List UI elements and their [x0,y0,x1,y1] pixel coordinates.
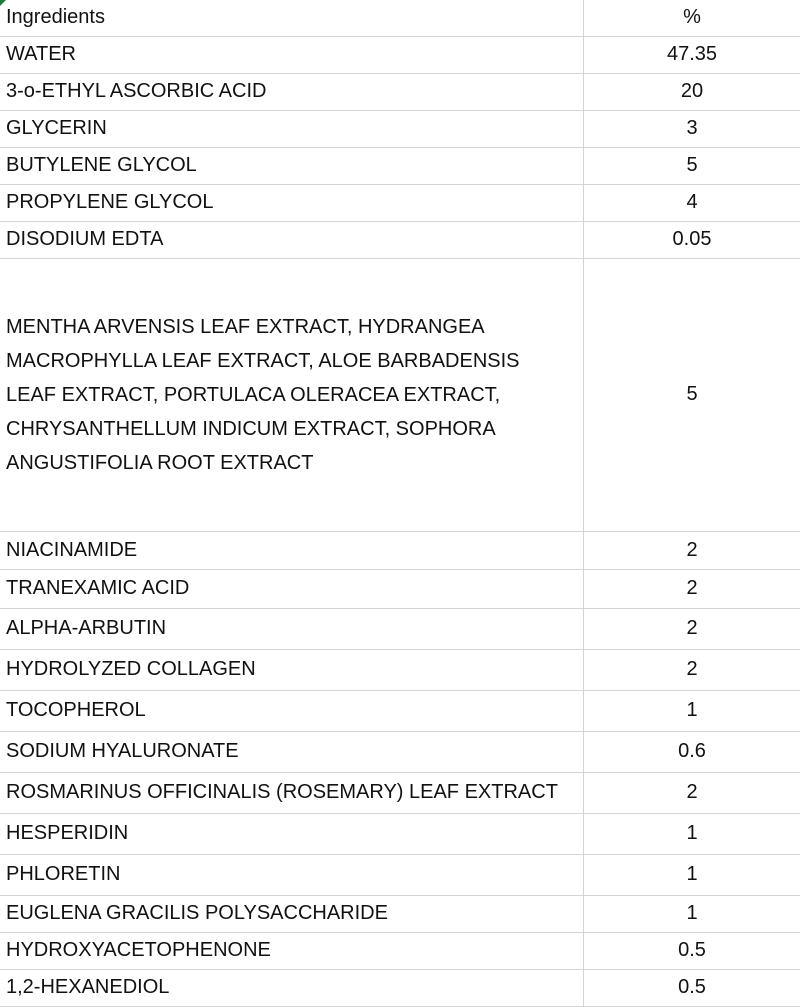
ingredient-cell[interactable]: ALPHA-ARBUTIN [0,608,584,649]
table-row [0,895,800,932]
table-row [0,969,800,1006]
percent-cell[interactable]: 1 [584,895,800,932]
ingredient-cell[interactable]: HYDROXYACETOPHENONE [0,932,584,969]
table-row [0,690,800,731]
ingredient-cell[interactable]: HESPERIDIN [0,813,584,854]
ingredient-cell[interactable]: GLYCERIN [0,110,584,147]
ingredient-cell[interactable]: EUGLENA GRACILIS POLYSACCHARIDE [0,895,584,932]
ingredient-cell[interactable]: HYDROLYZED COLLAGEN [0,649,584,690]
percent-cell[interactable]: 2 [584,649,800,690]
percent-cell[interactable]: 0.6 [584,731,800,772]
table-row [0,221,800,258]
table-row [0,73,800,110]
table-row [0,649,800,690]
ingredient-cell[interactable]: NIACINAMIDE [0,531,584,569]
table-row [0,531,800,569]
ingredient-cell[interactable]: TOCOPHEROL [0,690,584,731]
table-row [0,608,800,649]
percent-cell[interactable]: 0.05 [584,221,800,258]
percent-cell[interactable]: 47.35 [584,36,800,73]
ingredient-cell[interactable]: MENTHA ARVENSIS LEAF EXTRACT, HYDRANGEA MACROPHYLLA LEAF EXTRACT, ALOE BARBADENSIS LEAF EXTRACT, PORTULACA OLERACEA EXTRACT, CHRYSANTHELLUM INDICUM EXTRACT, SOPHORA ANGUSTIFOLIA ROOT EXTRACT [0,258,584,531]
ingredient-cell[interactable]: 1,2-HEXANEDIOL [0,969,584,1006]
table-row [0,258,800,531]
table-row [0,772,800,813]
ingredient-cell[interactable]: SODIUM HYALURONATE [0,731,584,772]
table-row [0,731,800,772]
percent-cell[interactable]: 5 [584,258,800,531]
header-percent-cell[interactable]: % [584,0,800,36]
ingredient-cell[interactable]: BUTYLENE GLYCOL [0,147,584,184]
percent-cell[interactable]: 4 [584,184,800,221]
ingredient-cell[interactable]: PROPYLENE GLYCOL [0,184,584,221]
ingredient-cell[interactable]: DISODIUM EDTA [0,221,584,258]
table-row [0,147,800,184]
percent-cell[interactable]: 0.5 [584,932,800,969]
percent-cell[interactable]: 1 [584,854,800,895]
header-row [0,0,800,36]
percent-cell[interactable]: 2 [584,608,800,649]
table-row [0,36,800,73]
ingredient-cell[interactable]: ROSMARINUS OFFICINALIS (ROSEMARY) LEAF EXTRACT [0,772,584,813]
percent-cell[interactable]: 1 [584,690,800,731]
ingredient-cell[interactable]: TRANEXAMIC ACID [0,569,584,608]
percent-cell[interactable]: 2 [584,772,800,813]
percent-cell[interactable]: 3 [584,110,800,147]
percent-cell[interactable]: 1 [584,813,800,854]
percent-cell[interactable]: 5 [584,147,800,184]
table-row [0,110,800,147]
ingredient-cell[interactable]: 3-o-ETHYL ASCORBIC ACID [0,73,584,110]
table-row [0,569,800,608]
percent-cell[interactable]: 0.5 [584,969,800,1006]
ingredient-cell[interactable]: PHLORETIN [0,854,584,895]
percent-cell[interactable]: 2 [584,531,800,569]
cell-comment-marker-icon [0,0,6,6]
header-ingredients-cell[interactable]: Ingredients [0,0,584,36]
table-row [0,854,800,895]
table-row [0,932,800,969]
ingredient-cell[interactable]: WATER [0,36,584,73]
table-row [0,184,800,221]
table-row [0,813,800,854]
percent-cell[interactable]: 20 [584,73,800,110]
percent-cell[interactable]: 2 [584,569,800,608]
